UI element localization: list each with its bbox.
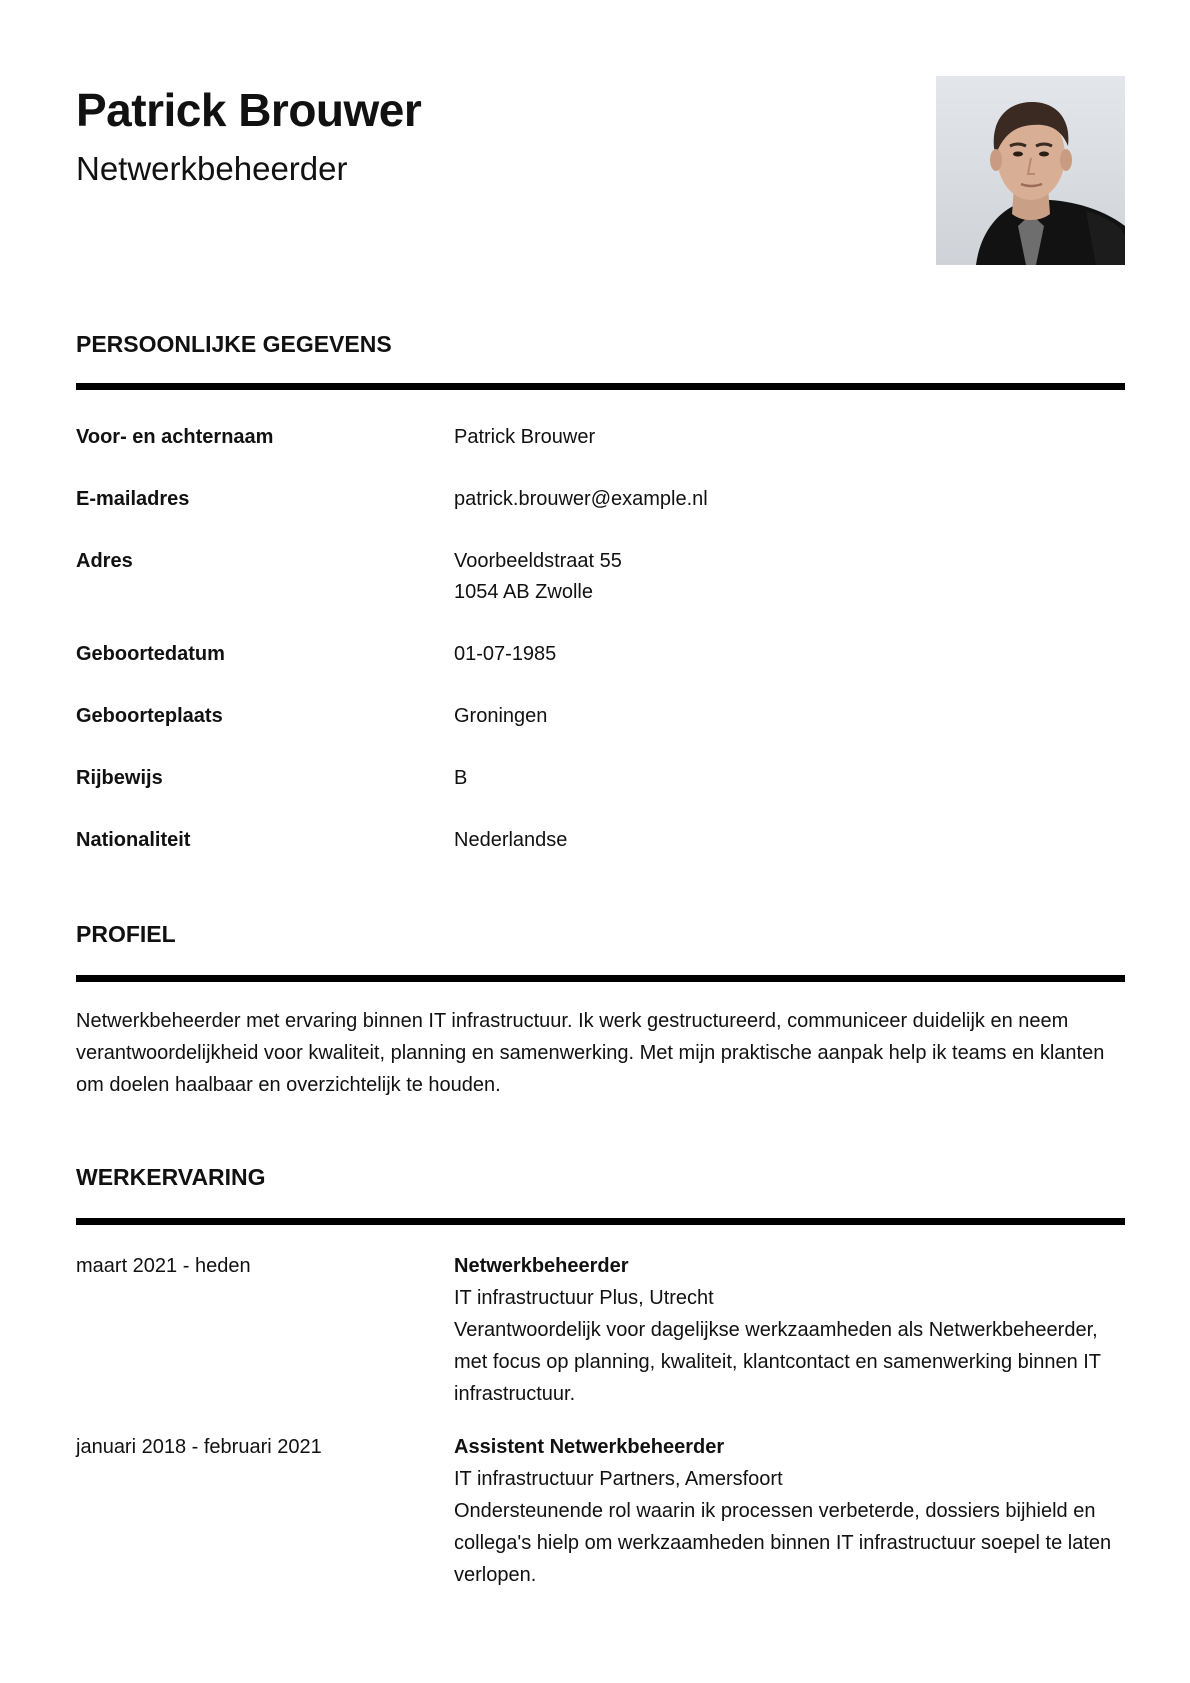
candidate-name: Patrick Brouwer <box>76 84 422 136</box>
job-details <box>454 1250 1114 1410</box>
section-divider <box>76 383 1125 390</box>
personal-value-text: Groningen <box>454 705 548 727</box>
personal-label: Geboorteplaats <box>76 705 223 727</box>
job-period: januari 2018 - februari 2021 <box>76 1436 322 1458</box>
job-company: IT infrastructuur Partners, Amersfoort <box>454 1468 783 1490</box>
job-period: maart 2021 - heden <box>76 1255 251 1277</box>
job-description: Ondersteunende rol waarin ik processen verbeterde, dossiers bijhield en collega's hielp om werkzaamheden binnen IT infrastructuur soepel te laten verlopen. <box>454 1500 1112 1586</box>
personal-value <box>454 639 1114 670</box>
job-title: Assistent Netwerkbeheerder <box>454 1436 725 1458</box>
experience-section-title: WERKERVARING <box>76 1164 266 1190</box>
personal-label: E-mailadres <box>76 488 190 510</box>
section-divider <box>76 1218 1125 1225</box>
personal-value-text: Nederlandse <box>454 829 568 851</box>
profile-photo <box>936 76 1125 265</box>
address-street: Voorbeeldstraat 55 <box>454 550 622 572</box>
personal-value <box>454 422 1114 453</box>
address-city: 1054 AB Zwolle <box>454 581 593 603</box>
personal-value <box>454 484 1114 515</box>
personal-value <box>454 546 1114 608</box>
personal-label: Rijbewijs <box>76 767 163 789</box>
personal-label: Geboortedatum <box>76 643 225 665</box>
personal-value-text: B <box>454 767 468 789</box>
job-description: Verantwoordelijk voor dagelijkse werkzaamheden als Netwerkbeheerder, met focus op planning, kwaliteit, klantcontact en samenwerking binnen IT infrastructuur. <box>454 1319 1101 1405</box>
job-details <box>454 1431 1114 1591</box>
section-divider <box>76 975 1125 982</box>
personal-value <box>454 701 1114 732</box>
personal-value <box>454 825 1114 856</box>
personal-label: Adres <box>76 550 133 572</box>
job-title: Netwerkbeheerder <box>454 1255 629 1277</box>
profile-text: Netwerkbeheerder met ervaring binnen IT infrastructuur. Ik werk gestructureerd, communiceer duidelijk en neem verantwoordelijkheid voor kwaliteit, planning en samenwerking. Met mijn praktische aanpak help ik teams en klanten om doelen haalbaar en overzichtelijk te houden. <box>76 1010 1105 1096</box>
personal-value-text: patrick.brouwer@example.nl <box>454 488 708 510</box>
personal-label: Voor- en achternaam <box>76 426 274 448</box>
job-company: IT infrastructuur Plus, Utrecht <box>454 1287 714 1309</box>
profile-section-title: PROFIEL <box>76 921 176 947</box>
personal-section-title: PERSOONLIJKE GEGEVENS <box>76 331 392 357</box>
candidate-job-title: Netwerkbeheerder <box>76 150 348 187</box>
personal-value <box>454 763 1114 794</box>
personal-value-text: 01-07-1985 <box>454 643 557 665</box>
personal-label: Nationaliteit <box>76 829 191 851</box>
personal-value-text: Patrick Brouwer <box>454 426 596 448</box>
